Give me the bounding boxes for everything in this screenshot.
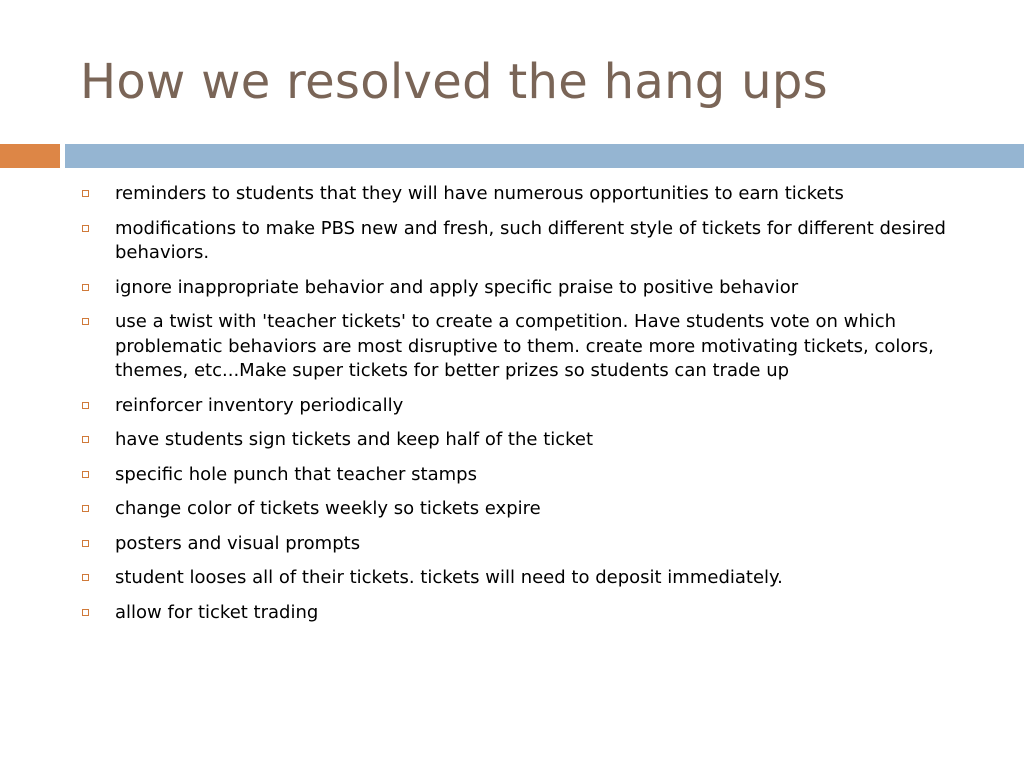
square-bullet-icon	[82, 225, 89, 232]
square-bullet-icon	[82, 471, 89, 478]
bullet-item	[80, 217, 995, 266]
bullet-text: reinforcer inventory periodically	[115, 394, 404, 416]
bullet-list	[80, 182, 995, 635]
square-bullet-icon	[82, 505, 89, 512]
square-bullet-icon	[82, 190, 89, 197]
bullet-item	[80, 182, 995, 207]
bullet-item	[80, 566, 995, 591]
square-bullet-icon	[82, 540, 89, 547]
bullet-item	[80, 463, 995, 488]
square-bullet-icon	[82, 609, 89, 616]
bullet-item	[80, 310, 995, 384]
bullet-item	[80, 394, 995, 419]
bullet-text: posters and visual prompts	[115, 532, 361, 554]
bullet-item	[80, 532, 995, 557]
bullet-text: have students sign tickets and keep half of the ticket	[115, 429, 594, 450]
square-bullet-icon	[82, 284, 89, 291]
bullet-text: reminders to students that they will have numerous opportunities to earn tickets	[115, 183, 844, 204]
title-divider-blue-bar	[65, 144, 1024, 168]
square-bullet-icon	[82, 436, 89, 443]
square-bullet-icon	[82, 574, 89, 581]
slide-title: How we resolved the hang ups	[80, 54, 828, 110]
bullet-text: modifications to make PBS new and fresh, such different style of tickets for different desired behaviors.	[115, 217, 946, 263]
bullet-item	[80, 428, 995, 453]
bullet-text: allow for ticket trading	[115, 601, 319, 623]
title-divider-orange-bar	[0, 144, 60, 168]
bullet-text: change color of tickets weekly so tickets expire	[115, 498, 541, 519]
bullet-item	[80, 276, 995, 301]
bullet-text: specific hole punch that teacher stamps	[115, 463, 477, 485]
bullet-item	[80, 601, 995, 626]
bullet-text: student looses all of their tickets. tickets will need to deposit immediately.	[115, 567, 783, 588]
bullet-item	[80, 497, 995, 522]
square-bullet-icon	[82, 402, 89, 409]
square-bullet-icon	[82, 318, 89, 325]
bullet-text: use a twist with 'teacher tickets' to create a competition. Have students vote on which problematic behaviors are most disruptive to them. create more motivating tickets, colors, themes, etc...Make super tickets for better prizes so students can trade up	[115, 311, 934, 381]
bullet-text: ignore inappropriate behavior and apply specific praise to positive behavior	[115, 276, 799, 298]
